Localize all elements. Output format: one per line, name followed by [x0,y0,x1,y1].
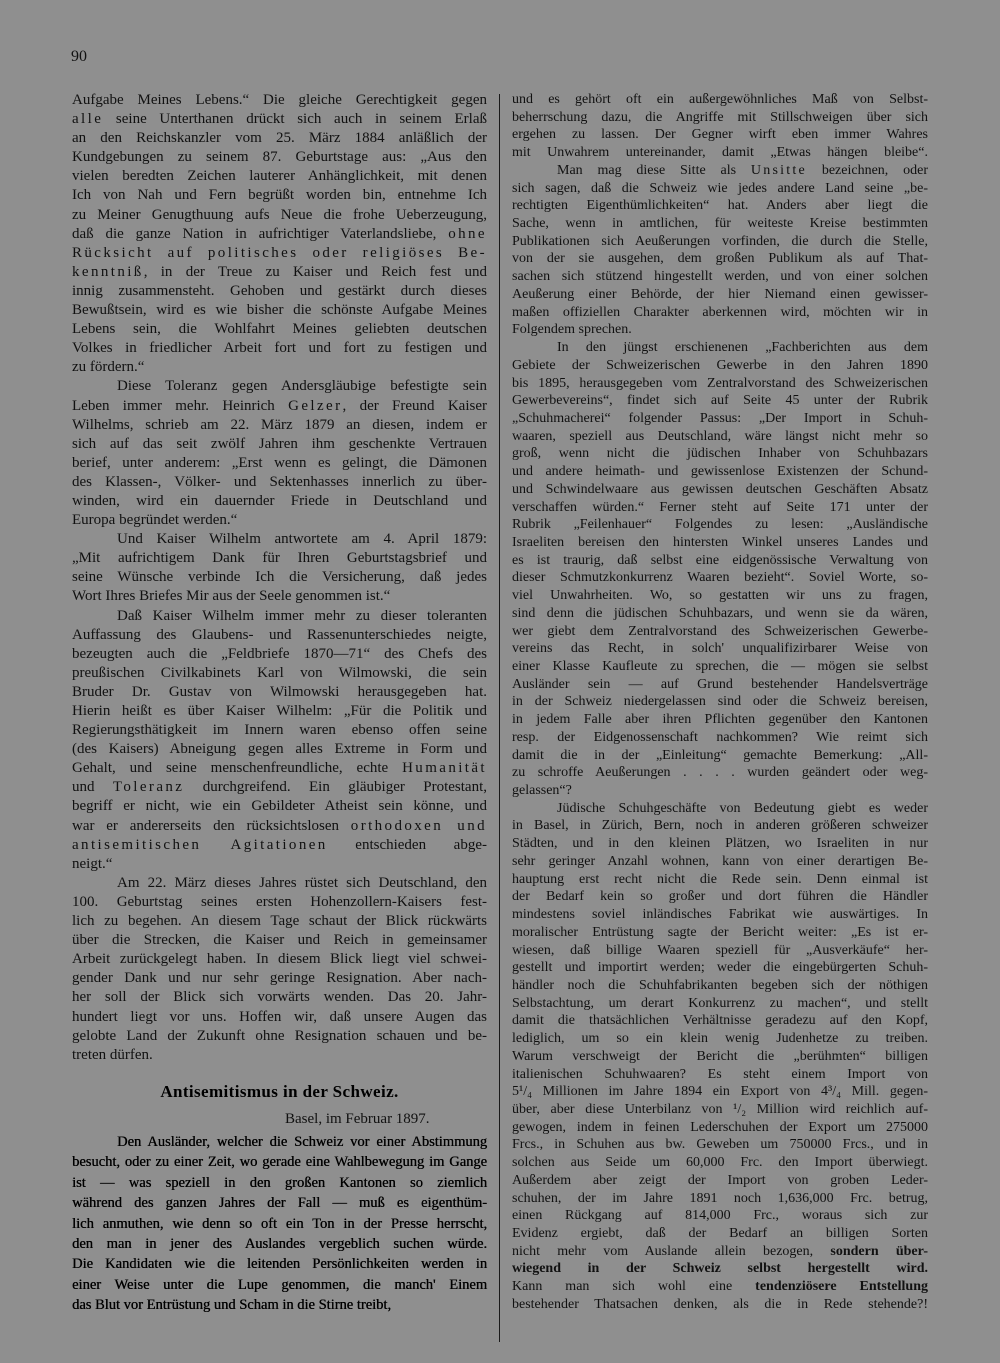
text-line [512,782,928,800]
line-text: Bruder Dr. Gustav von Wilmowski herausgegeben hat. [72,683,487,700]
text-line [72,511,487,530]
text-line [512,1260,928,1278]
text-line [72,950,487,969]
line-text: wer giebt dem Zentralvorstand des Schweizerischen Gewerbe- [512,623,928,639]
line-text: In den jüngst erschienenen „Fachberichten aus dem [557,340,928,356]
bold-emphasis: sondern über- [830,1243,928,1259]
text-line [72,225,487,244]
line-text: Selbstachtung, um derart Konkurrenz zu machen“, und stellt [512,995,928,1011]
line-text: lediglich, um so ein klein wenig Judenhetze zu treiben. [512,1031,928,1047]
line-text: Regierungsthätigkeit im Innern waren ebenso offen seine [72,722,487,739]
line-text: mit Unwahrem untereinander, damit „Etwas hängen bleibe“. [512,145,928,161]
text-line [72,855,487,874]
text-line [512,1190,928,1208]
line-text: zu schroffe Aeußerungen . . . . wurden geändert oder weg- [512,765,928,781]
text-line [72,167,487,186]
text-line [512,215,928,233]
line-text: lich zu begehen. An diesem Tage schaut der Blick rückwärts [72,913,487,930]
text-line [512,800,928,818]
line-text: Volkes in friedlicher Arbeit fort und fort zu festigen und [72,340,487,357]
line-text: Sache, wenn in amtlichen, für weiteste Kreise bestimmten [512,216,928,232]
text-line [512,1278,928,1296]
text-line [72,721,487,740]
line-text: schuhen, der im Jahre 1891 noch 1,636,000 Frc. betrug, [512,1190,928,1206]
line-text: Kundgebungen zu seinem 87. Geburtstage aus: „Aus den [72,149,487,166]
text-line [512,1048,928,1066]
text-line [512,463,928,481]
line-text: war er andererseits den rücksichtslosen orthodoxen und [72,817,487,834]
line-text: Leben immer mehr. Heinrich Gelzer, der Freund Kaiser [72,397,487,414]
text-line [512,871,928,889]
line-text: einen Rückgang auf 814,000 Frc., woraus sich zur [512,1208,928,1224]
text-line [72,129,487,148]
text-line [512,1154,928,1172]
text-line [512,587,928,605]
line-text: Man mag diese Sitte als Unsitte bezeichnen, oder [557,162,928,178]
line-text [512,1261,928,1276]
text-line [512,516,928,534]
text-line [512,693,928,711]
line-text: dieser Schmutzkonkurrenz Waaren bezieht“. Soviel Worte, so- [512,570,928,586]
line-text: in jedem Falle aber ihren Pflichten gegenüber den Kantonen [512,712,928,728]
line-text: Wilhelms, schrieb am 22. März 1879 an diesen, indem er [72,416,487,433]
line-text: Rubrik „Feilenhauer“ Folgendes zu lesen: „Ausländische [512,517,928,533]
text-line [72,1008,487,1027]
line-text: Außerdem aber zeigt der Import von groben Leder- [512,1172,928,1188]
line-text: es ist traurig, daß selbst eine eidgenössische Verwaltung von [512,552,928,568]
text-line [512,747,928,765]
line-text: Frcs., in Schuhen aus bw. Geweben um 750000 Frcs., und in [512,1137,928,1153]
line-text: ergehen zu lassen. Der Gegner wirft eben immer Wahres [512,127,928,143]
line-text [72,245,487,261]
spaced-emphasis: Toleranz [112,779,185,796]
line-text: Warum verschweigt der Bericht die „berühmten“ billigen [512,1048,928,1064]
line-text: neigt.“ [72,855,113,872]
text-line [512,1119,928,1137]
paragraph [72,1132,487,1316]
text-line [72,740,487,759]
text-line [512,126,928,144]
text-line [72,358,487,377]
right-column [512,91,928,1314]
line-text: (des Kaisers) Abneigung gegen alles Extreme in Form und [72,741,487,758]
line-text: solchen aus Seide um 60,000 Frc. den Import überwiegt. [512,1155,928,1171]
text-line [512,357,928,375]
line-text: Kann man sich wohl eine tendenziösere Entstellung [512,1279,928,1295]
line-text: Wort Ihres Briefes Mir aus der Seele genommen ist.“ [72,588,391,605]
text-line [512,162,928,180]
line-text: und Schwindelwaare aus gewissen deutschen Geschäften Absatz [512,481,928,497]
line-text: Bewußtsein, wird es wie bisher die schönste Aufgabe Meines [72,302,487,319]
paragraph [512,800,928,1314]
spaced-emphasis: antisemitischen Agitationen [72,836,328,853]
line-text: daß die ganze Nation in aufrichtiger Vaterlandsliebe, ohne [72,225,487,242]
text-line [512,1030,928,1048]
line-text: her soll der Blick sich vorwärts wenden. Das 20. Jahr- [72,989,487,1006]
text-line [512,888,928,906]
text-line [72,1295,487,1315]
line-text: damit die thatsächlichen Verhältnisse geradezu auf den Kopf, [512,1013,928,1029]
line-text: damit die in der „Einleitung“ gemachte Bemerkung: „All- [512,747,928,763]
line-text: zu fördern.“ [72,359,145,376]
line-text: sachen sich stützend hingestellt werden, und von einer solchen [512,269,928,285]
text-line [72,301,487,320]
text-line [512,499,928,517]
line-text: Ich von Nah und Fern begrüßt worden bin, entnehme Ich [72,187,487,204]
text-line [512,552,928,570]
line-text: sind denn die jüdischen Schuhbazars, und wenn sie da wären, [512,605,928,621]
text-line [512,304,928,322]
text-line [512,853,928,871]
line-text: Aeußerung einer Behörde, der hier Niemand einen gewisser- [512,286,928,302]
text-line [512,640,928,658]
line-text: seine Wünsche verbinde Ich die Versicherung, daß jedes [72,569,487,586]
text-line [72,1046,487,1065]
spaced-emphasis: Gelzer [288,397,343,414]
line-text: Aufgabe Meines Lebens.“ Die gleiche Gerechtigkeit gegen [72,92,487,108]
spaced-emphasis: orthodoxen und [350,817,487,834]
paragraph [512,339,928,800]
line-text: sich auf das seit zwölf Jahren ihm geschenkte Vertrauen [72,435,487,452]
text-line [512,91,928,109]
line-text: resp. der Eidgenossenschaft nachkommen? Wie reimt sich [512,729,928,745]
text-line [512,711,928,729]
text-line [72,1193,487,1213]
line-text: Europa begründet werden.“ [72,512,238,529]
text-line [512,959,928,977]
line-text: Evidenz ergiebt, daß der Bedarf an billigen Sorten [512,1226,928,1241]
text-line [72,530,487,549]
line-text: und es gehört oft ein außergewöhnliches Maß von Selbst- [512,92,928,107]
text-line [72,778,487,797]
text-line [72,263,487,282]
text-line [72,91,487,110]
line-text: gelassen“? [512,783,572,799]
text-line [512,569,928,587]
text-line [72,587,487,606]
line-text: bestehender Thatsachen denken, als die in Rede stehende?! [512,1296,928,1312]
text-line [72,664,487,683]
text-line [72,244,487,263]
line-text: Städten, und in den kleinen Plätzen, wo Israeliten in nur [512,836,928,852]
text-line [512,676,928,694]
line-text: Auffassung des Glaubens- und Rassenunterschiedes neigte, [72,626,487,643]
text-line [72,473,487,492]
text-line [72,683,487,702]
line-text: 5¹/₄ Millionen im Jahre 1894 ein Export von 4³/₄ Mill. gegen- [512,1084,928,1100]
line-text: Und Kaiser Wilhelm antwortete am 4. April 1879: [117,531,487,548]
line-text: von der sie ausgehen, dem großen Publikum als auf That- [512,251,928,267]
text-line [72,817,487,836]
text-line [72,339,487,358]
text-line [72,1234,487,1254]
text-line [512,1225,928,1243]
text-line [512,605,928,623]
text-line [512,817,928,835]
text-line [512,144,928,162]
line-text: Ausländer sein — auf Grund bestehender Handelsverträge [512,676,928,692]
line-text: winden, wird ein dauernder Friede in Deutschland und [72,492,487,509]
text-line [512,1296,928,1314]
text-line [72,797,487,816]
text-line [72,645,487,664]
text-line [72,626,487,645]
text-line [72,1173,487,1193]
line-text: 100. Geburtstag seines ersten Hohenzollern-Kaisers fest- [72,893,487,910]
text-line [512,1083,928,1101]
column-rule [499,94,500,1342]
line-text: und andere heimath- und gewissenlose Existenzen der Schund- [512,464,928,480]
line-text: über, aber diese Unterbilanz von ¹/₂ Million wird reichlich auf- [512,1101,928,1117]
text-line [512,942,928,960]
text-line [72,607,487,626]
line-text: Lebens sein, die Wohlfahrt Meines geliebten deutschen [72,321,487,338]
line-text: Die Kandidaten wie die leitenden Persönlichkeiten werden in [72,1256,487,1273]
line-text: viel Unwahrheiten. Wo, so gestatten wir uns zu fragen, [512,588,928,604]
bold-emphasis: wiegend in der Schweiz selbst hergestellt wird. [512,1261,928,1277]
dateline: Basel, im Februar 1897. [285,1111,430,1127]
line-text: Diese Toleranz gegen Andersgläubige befestigte sein [117,378,487,395]
line-text: mindestens soviel inländisches Fabrikat wie auswärtiges. In [512,907,928,923]
spaced-emphasis: Unsitte [750,162,807,178]
text-line [72,893,487,912]
text-line [72,148,487,167]
line-text: vereins das Recht, in solch' unqualifizirbarer Weise von [512,641,928,657]
text-line [72,1275,487,1295]
page-number: 90 [71,48,87,65]
line-text: maßen offiziellen Charakter aberkennen wird, möchten wir in [512,304,928,320]
text-line [512,268,928,286]
text-line [72,377,487,396]
text-line [512,392,928,410]
line-text: innig zusammensteht. Gehoben und gestärkt durch dieses [72,282,487,299]
line-text: Gebiete der Schweizerischen Gewerbe in den Jahren 1890 [512,357,928,373]
text-line [512,924,928,942]
text-line [72,454,487,473]
line-text: Folgendem sprechen. [512,322,632,338]
line-text: einer Weise unter die Lupe genommen, die manch' Einem [72,1276,487,1293]
line-text: gender Dank und nur sehr geringe Resignation. Aber nach- [72,970,487,987]
left-column [72,91,487,1065]
text-line [512,995,928,1013]
text-line [512,233,928,251]
text-line [72,435,487,454]
line-text: hauptung erst recht nicht die Rede sein. Denn einmal ist [512,871,928,887]
line-text: den man in jener des Auslandes vergeblich suchen würde. [72,1236,487,1253]
text-line [72,568,487,587]
line-text: Gewerbevereins“, findet sich auf Seite 45 unter der Rubrik [512,393,928,409]
text-line [512,764,928,782]
text-line [512,445,928,463]
text-line [72,836,487,855]
text-line [72,110,487,129]
line-text: hundert liegt vor uns. Hoffen wir, daß unsere Augen das [72,1008,487,1025]
text-line [512,906,928,924]
line-text: „Mit aufrichtigem Dank für Ihren Geburtstagsbrief und [72,550,487,567]
paragraph [72,530,487,606]
spaced-emphasis: Humanität [402,760,487,777]
text-line [72,320,487,339]
line-text: in der Schweiz niedergelassen sind oder die Schweiz bereisen, [512,694,928,710]
text-line [72,759,487,778]
text-line [72,931,487,950]
text-line [512,835,928,853]
line-text: gestellt und importirt werden; weder die eingebürgerten Schuh- [512,960,928,976]
line-text: an den Reichskanzler vom 25. März 1884 anläßlich der [72,130,487,147]
text-line [72,1027,487,1046]
text-line [512,534,928,552]
text-line [512,1101,928,1119]
line-text: händler noch die Schuhfabrikanten begeben sich der nöthigen [512,977,928,993]
text-line [512,1207,928,1225]
line-text: besucht, oder zu einer Zeit, wo gerade eine Wahlbewegung im Gange [72,1154,487,1171]
text-line [512,1243,928,1261]
line-text: beherrschung dazu, die Angriffe mit Stillschweigen über sich [512,109,928,125]
paragraph [72,377,487,530]
line-text: antisemitischen Agitationen entschieden abge- [72,836,487,853]
text-line [512,658,928,676]
line-text: Den Ausländer, welcher die Schweiz vor einer Abstimmung [117,1134,487,1150]
line-text: Am 22. März dieses Jahres rüstet sich Deutschland, den [117,874,487,891]
text-line [512,1172,928,1190]
line-text: lich anmuthen, wie denn so oft ein Ton in der Presse herrscht, [72,1215,487,1232]
line-text: über die Strecken, die Kaiser und Reich in gemeinsamer [72,932,487,949]
line-text: moralischer Entrüstung sagte der Bericht weiter: „Es ist er- [512,924,928,940]
text-line [72,1254,487,1274]
text-line [72,492,487,511]
text-line [72,969,487,988]
text-line [72,186,487,205]
line-text: wiesen, daß billige Waaren speziell für „Ausverkäufe“ her- [512,942,928,958]
line-text: sehr geringer Anzahl wohnen, kann von einer derartigen Be- [512,853,928,869]
text-line [72,282,487,301]
text-line [512,623,928,641]
line-text: treten dürfen. [72,1046,153,1063]
line-text: italienischen Schuhwaaren? Es steht einem Import von [512,1066,928,1082]
text-line [512,197,928,215]
spaced-emphasis: ohne [448,225,487,242]
line-text: während des ganzen Jahres der Fall — muß es eigenthüm- [72,1195,487,1212]
text-line [512,428,928,446]
text-line [512,250,928,268]
text-line [512,286,928,304]
text-line [512,180,928,198]
line-text: sich sagen, daß die Schweiz wie jedes andere Land seine „be- [512,180,928,196]
text-line [512,109,928,127]
line-text: „Schuhmacherei“ folgender Passus: „Der Import in Schuh- [512,410,928,426]
text-line [72,874,487,893]
line-text: Gehalt, und seine menschenfreundliche, echte Humanität [72,760,487,777]
line-text: bis 1895, herausgegeben vom Zentralvorstand des Schweizerischen [512,375,928,391]
text-line [512,339,928,357]
line-text: kenntniß, in der Treue zu Kaiser und Reich fest und [72,263,487,280]
text-line [72,988,487,1007]
text-line [72,416,487,435]
line-text: alle seine Unterthanen drückt sich auch in seinem Erlaß [72,111,487,128]
line-text: Hierin heißt es über Kaiser Wilhelm: „Für die Politik und [72,703,487,719]
article-heading: Antisemitismus in der Schweiz. [160,1082,399,1101]
spaced-emphasis: kenntniß [72,263,144,280]
line-text: des Klassen-, Völker- und Sektenhasses innerlich zu über- [72,473,487,490]
text-line [512,1136,928,1154]
line-text: gelobte Land der Zukunft ohne Resignation schauen und be- [72,1027,487,1044]
text-line [512,1012,928,1030]
text-line [72,1132,487,1152]
line-text: Israeliten bereisen den hintersten Winkel unseres Landes und [512,534,928,550]
article-body [72,1132,487,1316]
line-text: in Basel, in Zürich, Bern, noch in anderen größeren schweizer [512,818,928,834]
text-line [72,1152,487,1172]
line-text: Publikationen sich Aeußerungen vorfinden, die durch die Stelle, [512,233,928,249]
line-text: das Blut vor Entrüstung und Scham in die Stirne treibt, [72,1297,391,1314]
text-line [512,410,928,428]
line-text: Jüdische Schuhgeschäfte von Bedeutung giebt es weder [557,800,928,816]
text-line [72,206,487,225]
text-line [72,1214,487,1234]
line-text: Arbeit zurückgelegt haben. In diesem Blick liegt viel schwei- [72,951,487,968]
text-line [512,481,928,499]
text-line [512,729,928,747]
paragraph [72,607,487,874]
line-text: der Bedarf kein so großer und dort führen die Händler [512,889,928,905]
line-text: begriff er nicht, wie ein Gebildeter Atheist sein könne, und [72,798,487,815]
line-text: bezeugten auch die „Feldbriefe 1870—71“ des Chefs des [72,645,487,662]
line-text: verschaffen würden.“ Ferner steht auf Seite 171 unter der [512,499,928,515]
spaced-emphasis: alle [72,111,104,128]
text-line [72,702,487,721]
paragraph [512,162,928,339]
paragraph [72,874,487,1065]
text-line [72,397,487,416]
line-text: und Toleranz durchgreifend. Ein gläubiger Protestant, [72,779,487,796]
text-line [512,1066,928,1084]
continued-paragraph [512,91,928,162]
line-text: gewogen, indem in feinen Lederschuhen der Export um 275000 [512,1119,928,1135]
spaced-emphasis: Rücksicht auf politisches oder religiöses Be- [72,244,487,261]
line-text: einer Klasse Kaufleute zu sprechen, die — mögen sie selbst [512,659,928,674]
line-text: waaren, speziell aus Deutschland, wäre längst nicht mehr so [512,428,928,444]
text-line [512,977,928,995]
line-text: rechtigten Eigenthümlichkeiten“ hat. Anders aber liegt die [512,198,928,214]
line-text: berief, unter anderem: „Erst wenn es gelingt, die Dämonen [72,454,487,471]
text-line [512,375,928,393]
line-text: groß, wenn nicht die jüdischen Inhaber von Schuhbazars [512,446,928,462]
line-text: zu Meiner Genugthuung aufs Neue die frohe Ueberzeugung, [72,206,487,223]
line-text: preußischen Civilkabinets Karl von Wilmowski, die sein [72,664,487,681]
text-line [72,912,487,931]
text-line [72,549,487,568]
line-text: ist — was speziell in den großen Kantonen so ziemlich [72,1174,487,1191]
line-text: vielen beredten Zeichen lauterer Anhänglichkeit, mit denen [72,168,487,185]
text-line [512,321,928,339]
continued-paragraph [72,91,487,377]
bold-emphasis: tendenziösere Entstellung [755,1279,928,1295]
line-text: Daß Kaiser Wilhelm immer mehr zu dieser toleranten [117,607,487,624]
line-text: nicht mehr vom Auslande allein bezogen, sondern über- [512,1243,928,1259]
